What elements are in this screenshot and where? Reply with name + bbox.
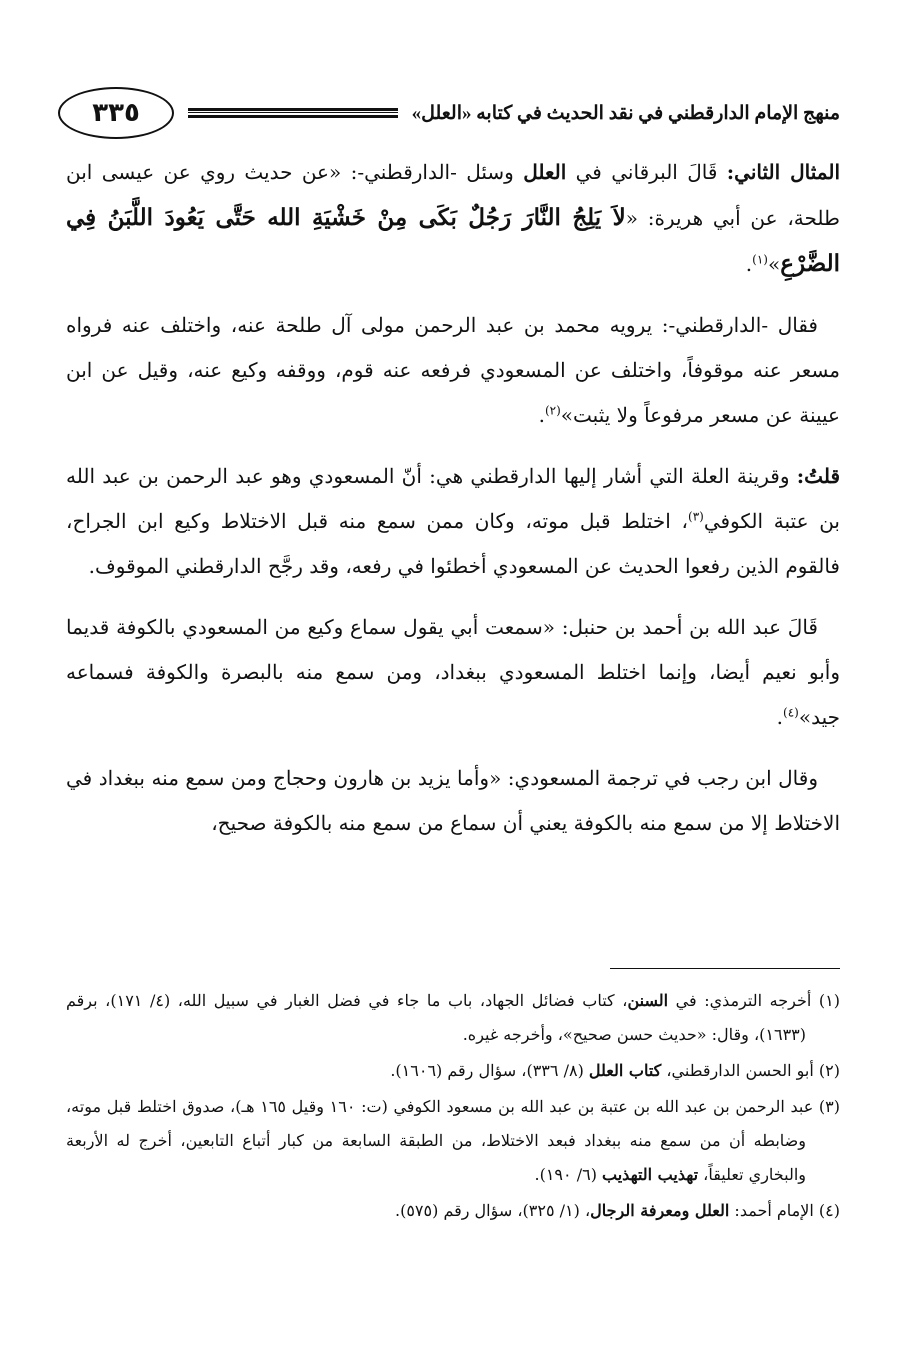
text-run: (٨/ ٣٣٦)، سؤال رقم (١٦٠٦).: [390, 1061, 589, 1080]
footnote-number: (٢): [818, 1061, 840, 1080]
text-run: ، اختلط قبل موته، وكان ممن سمع منه قبل الاختلاط وكيع ابن الجراح، فالقوم الذين رفعوا الحديث عن المسعودي أخطئوا في رفعه، وقد رجَّح الدارقطني الموقوف.: [66, 509, 840, 578]
text-run: وسئل -الدارقطني-: «عن حديث روي عن عيسى ابن طلحة، عن أبي هريرة: «: [66, 160, 840, 230]
footnote-number: (٣): [818, 1097, 841, 1116]
text-run: ، كتاب فضائل الجهاد، باب ما جاء في فضل الغبار في سبيل الله، (٤/ ١٧١)، برقم (١٦٣٣)، وقال: «حديث حسن صحيح»، وأخرجه غيره.: [66, 991, 806, 1044]
qultu-heading: قلتُ:: [796, 464, 840, 488]
footnote-ref-1[interactable]: (١): [752, 252, 768, 267]
main-text: [66, 150, 840, 862]
header-rule: [188, 108, 398, 118]
example-heading: المثال الثاني:: [726, 160, 841, 184]
page-number-badge: ٣٣٥: [58, 87, 174, 139]
paragraph-ahmad-quote: [66, 605, 840, 740]
footnote-separator: [610, 968, 840, 969]
running-title: منهج الإمام الدارقطني في نقد الحديث في كتابه «العلل»: [411, 102, 840, 124]
paragraph-author-comment: [66, 454, 840, 589]
paragraph-example-two: [66, 150, 840, 287]
text-run: .: [745, 252, 753, 276]
text-run: أبو الحسن الدارقطني،: [661, 1061, 819, 1080]
book-title: تهذيب التهذيب: [602, 1165, 699, 1184]
text-run: وقال ابن رجب في ترجمة المسعودي: «وأما يزيد بن هارون وحجاج ومن سمع منه ببغداد في الاختلاط إلا من سمع منه بالكوفة يعني أن سماع من سمع منه بالكوفة صحيح،: [66, 766, 840, 835]
text-run: ، (١/ ٣٢٥)، سؤال رقم (٥٧٥).: [395, 1201, 591, 1220]
text-run: قَالَ عبد الله بن أحمد بن حنبل: «سمعت أبي يقول سماع وكيع من المسعودي بالكوفة قديما وأبو نعيم أيضا، وإنما اختلط المسعودي ببغداد، ومن سمع منه بالبصرة والكوفة فسماعه جيد»: [66, 615, 840, 729]
footnote-number: (١): [818, 991, 841, 1010]
text-run: فقال -الدارقطني-: يرويه محمد بن عبد الرحمن مولى آل طلحة عنه، واختلف عنه فرواه مسعر عنه موقوفاً، واختلف عن المسعودي فرفعه عنه قوم، ووقفه وكيع عنه، وقيل عن ابن عيينة عن مسعر مرفوعاً ولا يثبت»: [66, 313, 840, 427]
footnote-4: [66, 1194, 840, 1228]
paragraph-ibn-rajab-quote: [66, 756, 840, 846]
text-run: الإمام أحمد:: [729, 1201, 819, 1220]
book-title: كتاب العلل: [588, 1061, 662, 1080]
footnote-2: [66, 1054, 840, 1088]
text-run: »: [767, 252, 781, 276]
text-run: عبد الرحمن بن عبد الله بن عتبة بن عبد الله بن مسعود الكوفي (ت: ١٦٠ وقيل ١٦٥ هـ)، صدوق اختلط قبل موته، وضابطه أن من سمع منه ببغداد فبعد الاختلاط، من الطبقة السابعة من كبار أتباع التابعين، أخرج له الأربعة والبخاري تعليقاً،: [66, 1097, 819, 1184]
text-run: .: [538, 403, 545, 427]
footnote-ref-4[interactable]: (٤): [783, 705, 799, 720]
book-title: العلل ومعرفة الرجال: [590, 1201, 730, 1220]
footnote-3: [66, 1090, 840, 1192]
hadith-text: لاَ يَلِجُ النَّارَ رَجُلٌ بَكَى مِنْ خَشْيَةِ الله حَتَّى يَعُودَ اللَّبَنُ فِي الضَّرْعِ: [66, 204, 840, 277]
book-title: السنن: [627, 991, 669, 1010]
book-title-ilal: العلل: [523, 160, 567, 184]
text-run: أخرجه الترمذي: في: [668, 991, 819, 1010]
footnote-number: (٤): [818, 1201, 840, 1220]
text-run: وقرينة العلة التي أشار إليها الدارقطني هي: أنّ المسعودي وهو عبد الرحمن بن عبد الله بن عتبة الكوفي: [66, 464, 840, 533]
page-header: [58, 82, 840, 144]
footnote-1: [66, 984, 840, 1052]
footnote-ref-2[interactable]: (٢): [544, 403, 561, 418]
text-run: .: [776, 705, 784, 729]
footnote-ref-3[interactable]: (٣): [688, 509, 704, 524]
text-run: قَالَ البرقاني في: [566, 160, 727, 184]
text-run: (٦/ ١٩٠).: [534, 1165, 603, 1184]
paragraph-daraqutni-answer: [66, 303, 840, 438]
footnotes: [66, 984, 840, 1230]
